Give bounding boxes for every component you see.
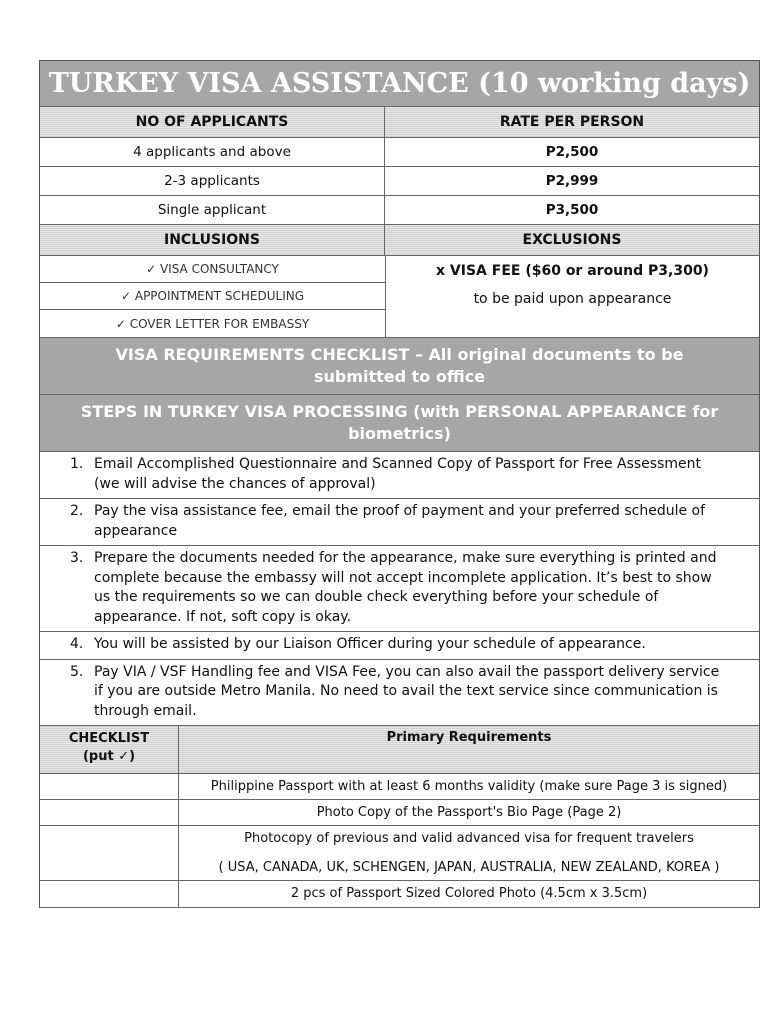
exclusions-box xyxy=(386,256,759,337)
step-number: 1. xyxy=(70,456,84,472)
requirement-row xyxy=(40,774,759,800)
checklist-header xyxy=(40,726,179,773)
inclusion-item: ✓ COVER LETTER FOR EMBASSY xyxy=(115,316,310,331)
inclusions-header-row xyxy=(40,225,759,256)
checklist-header-label: CHECKLIST xyxy=(68,731,150,746)
applicants-header: NO OF APPLICANTS xyxy=(40,107,385,137)
checklist-header-hint: (put ✓) xyxy=(82,749,136,764)
rate-cell: P3,500 xyxy=(545,202,599,218)
step-number: 5. xyxy=(70,663,84,680)
inclusions-header: INCLUSIONS xyxy=(40,225,385,255)
rate-header: RATE PER PERSON xyxy=(499,114,645,130)
inclusion-item: ✓ VISA CONSULTANCY xyxy=(40,256,385,283)
requirement-text: Philippine Passport with at least 6 months validity (make sure Page 3 is signed) xyxy=(210,779,728,794)
step-text: Email Accomplished Questionnaire and Scanned Copy of Passport for Free Assessment (we will advise the chances of approval) xyxy=(94,456,701,492)
checklist-box[interactable] xyxy=(40,881,179,907)
checklist-box[interactable] xyxy=(40,774,179,799)
visa-document xyxy=(39,60,760,908)
rate-cell: P2,999 xyxy=(545,173,599,189)
requirement-text: Photocopy of previous and valid advanced visa for frequent travelers xyxy=(244,831,694,846)
step-text: Pay the visa assistance fee, email the proof of payment and your preferred schedule of appearance xyxy=(94,503,706,539)
applicants-cell: Single applicant xyxy=(40,196,385,224)
step-item xyxy=(40,632,759,660)
step-text: You will be assisted by our Liaison Officer during your schedule of appearance. xyxy=(94,636,646,652)
step-item xyxy=(40,499,759,546)
step-item xyxy=(40,546,759,632)
requirement-cell xyxy=(179,826,759,880)
inclusions-exclusions-row xyxy=(40,256,759,338)
exclusions-header: EXCLUSIONS xyxy=(522,232,622,248)
requirement-text: Photo Copy of the Passport's Bio Page (Page 2) xyxy=(316,805,622,820)
page-title: TURKEY VISA ASSISTANCE (10 working days) xyxy=(40,60,759,107)
steps-banner: STEPS IN TURKEY VISA PROCESSING (with PERSONAL APPEARANCE for biometrics) xyxy=(40,395,759,452)
applicants-cell: 4 applicants and above xyxy=(40,138,385,166)
primary-requirements-header: Primary Requirements xyxy=(179,726,759,773)
step-number: 3. xyxy=(70,550,84,566)
step-item xyxy=(40,452,759,499)
rate-row xyxy=(40,138,759,167)
requirement-row xyxy=(40,881,759,908)
checklist-box[interactable] xyxy=(40,826,179,880)
rate-row xyxy=(40,196,759,225)
step-number: 2. xyxy=(70,503,84,519)
inclusions-list xyxy=(40,256,386,337)
exclusion-fee: x VISA FEE ($60 or around P3,300) xyxy=(436,263,709,279)
requirement-row xyxy=(40,800,759,826)
checklist-banner: VISA REQUIREMENTS CHECKLIST – All original documents to be submitted to office xyxy=(40,338,759,395)
inclusion-item: ✓ APPOINTMENT SCHEDULING xyxy=(40,283,385,310)
applicants-cell: 2-3 applicants xyxy=(40,167,385,195)
exclusion-note: to be paid upon appearance xyxy=(473,291,672,307)
rates-header-row xyxy=(40,107,759,138)
step-number: 4. xyxy=(70,636,84,652)
requirement-subtext: ( USA, CANADA, UK, SCHENGEN, JAPAN, AUSTRALIA, NEW ZEALAND, KOREA ) xyxy=(218,860,720,875)
step-item xyxy=(40,660,759,727)
step-text: Pay VIA / VSF Handling fee and VISA Fee, you can also avail the passport delivery service if you are outside Metro Manila. No need to avail the text service since communication is through email. xyxy=(94,663,720,719)
requirements-header-row xyxy=(40,726,759,774)
rate-row xyxy=(40,167,759,196)
checklist-box[interactable] xyxy=(40,800,179,825)
requirement-row xyxy=(40,826,759,881)
requirement-text: 2 pcs of Passport Sized Colored Photo (4.5cm x 3.5cm) xyxy=(290,886,648,901)
step-text: Prepare the documents needed for the appearance, make sure everything is printed and complete because the embassy will not accept incomplete application. It’s best to show us the requirements so we can double check everything before your schedule of appearance. If not, soft copy is okay. xyxy=(94,550,717,625)
rate-cell: P2,500 xyxy=(545,144,599,160)
